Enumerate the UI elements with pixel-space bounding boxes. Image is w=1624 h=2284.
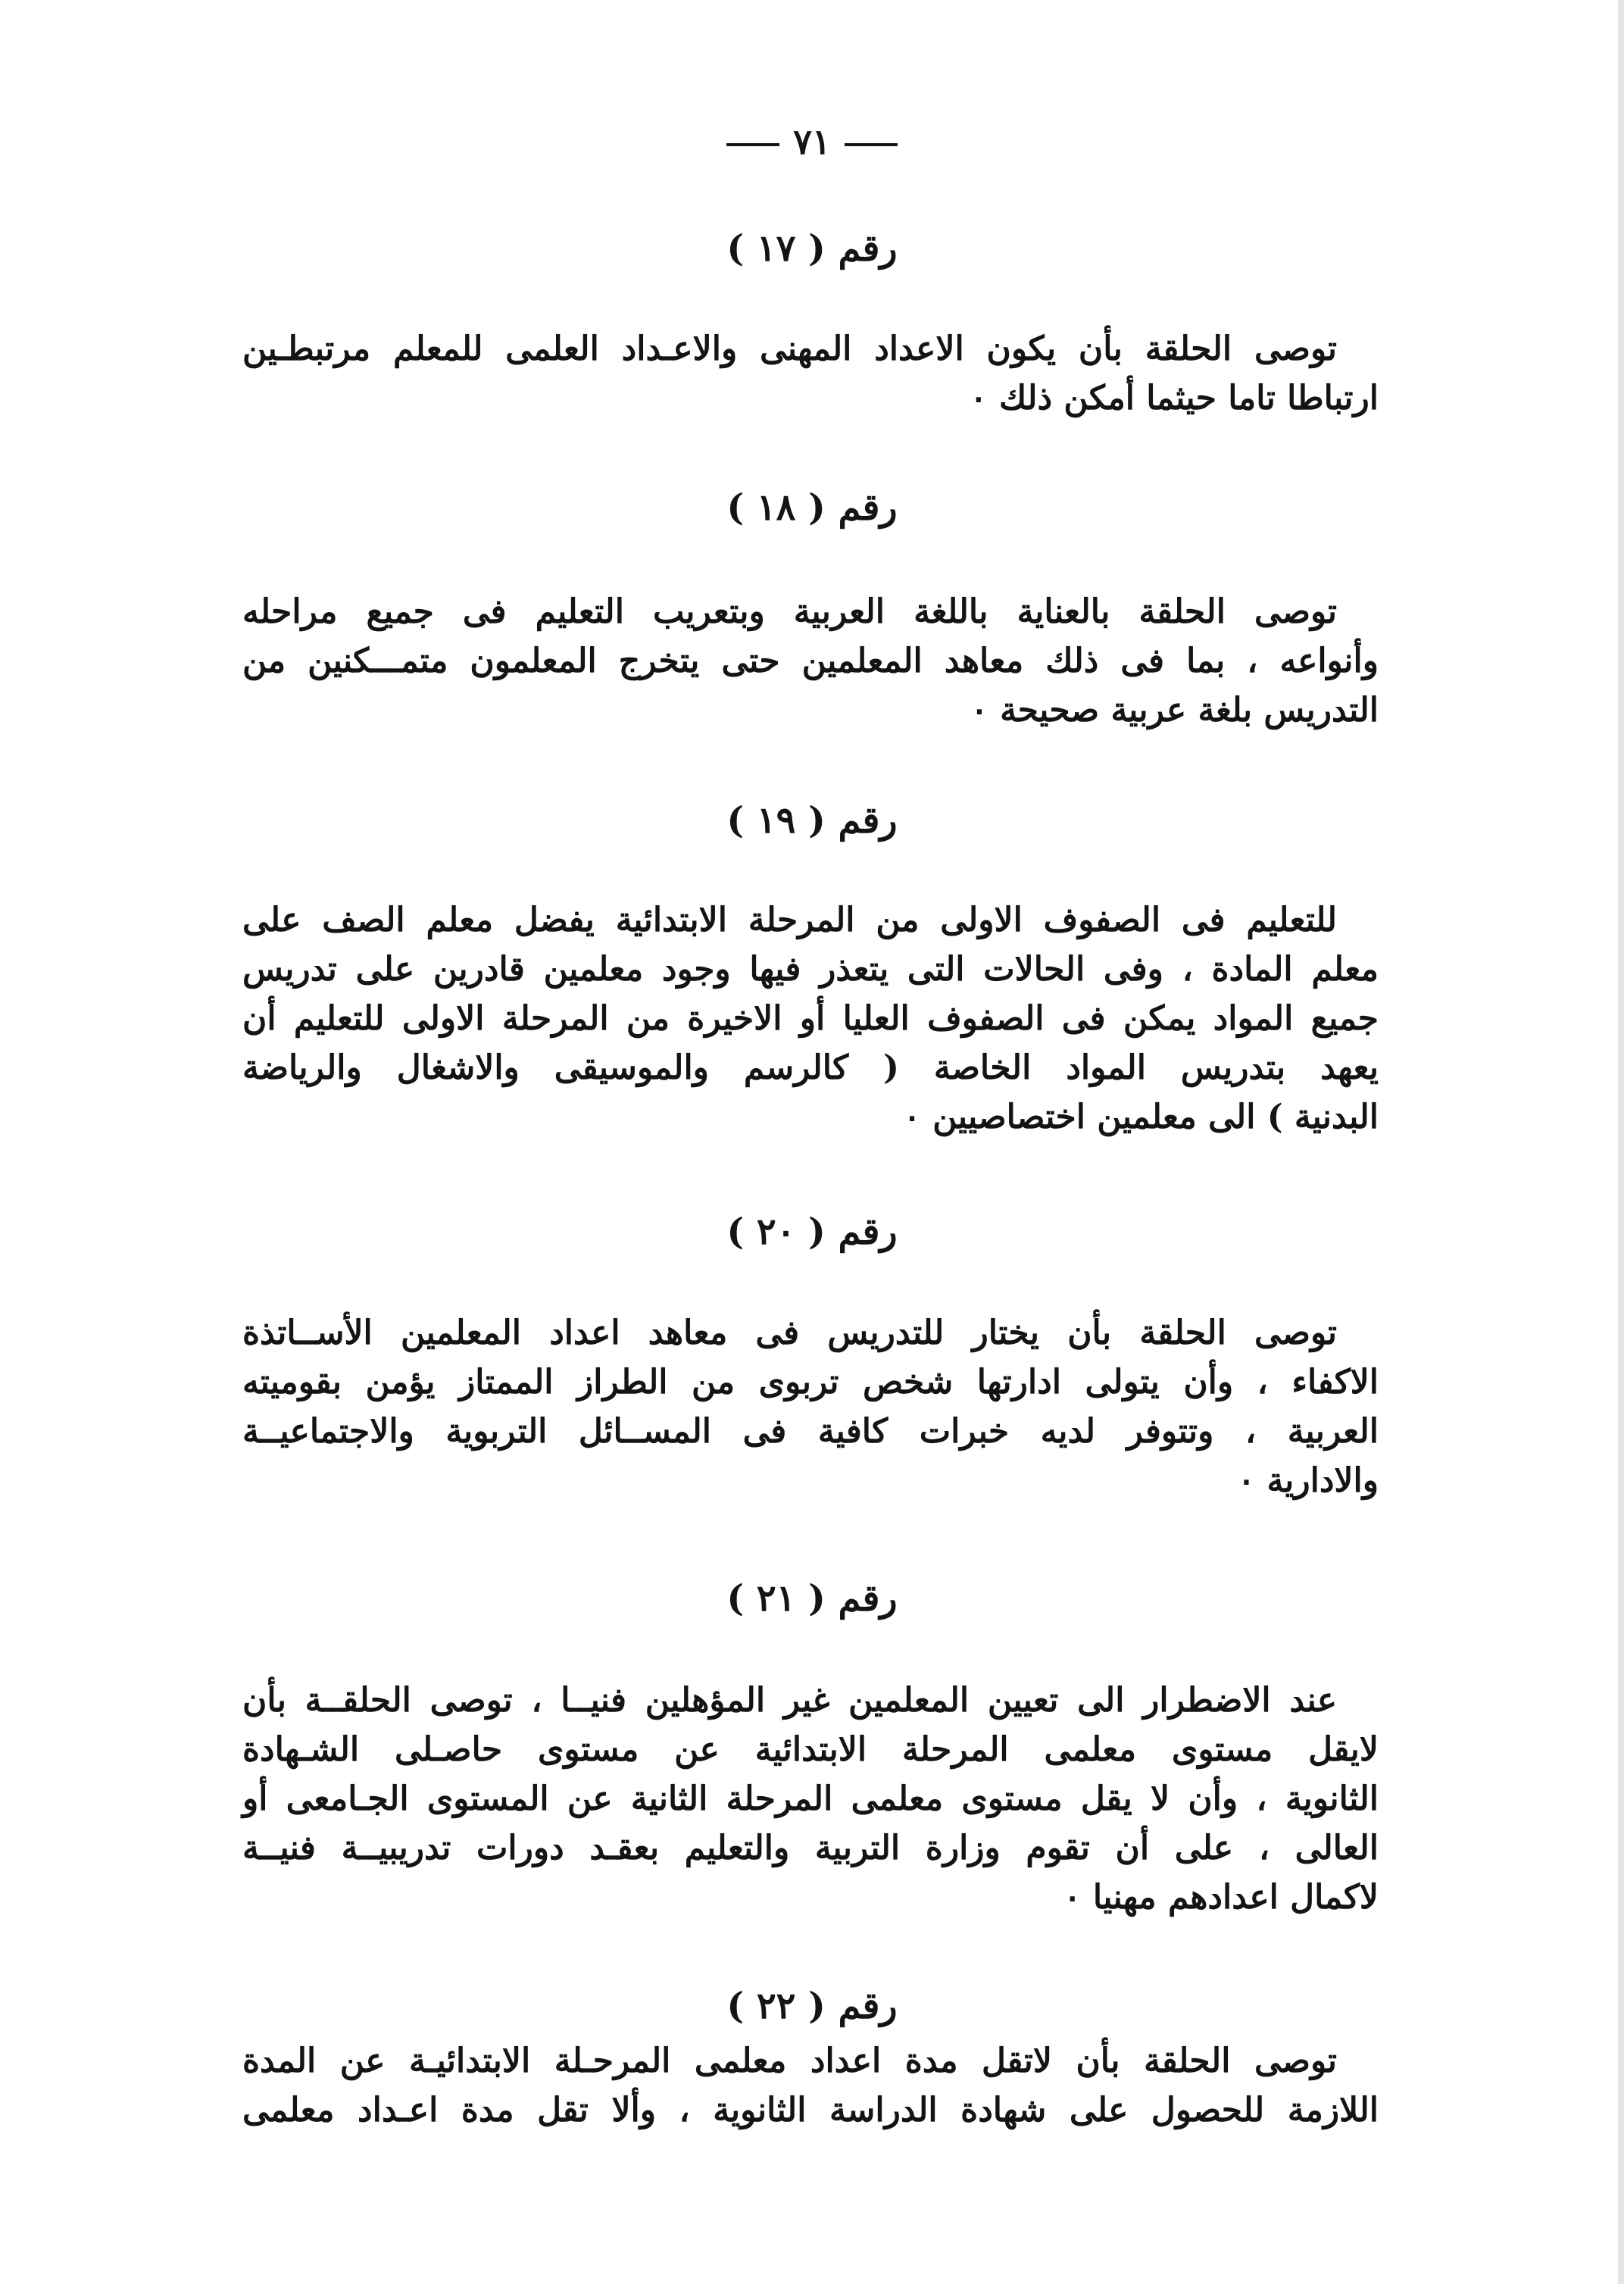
- section-heading-21: رقم ( ٢١ ): [726, 1577, 898, 1620]
- paragraph-line: معلم المادة ، وفى الحالات التى يتعذر فيها وجود معلمين قادرين على تدريس: [242, 950, 1379, 989]
- section-heading-17: رقم ( ١٧ ): [726, 227, 898, 270]
- paragraph-line: والادارية ٠: [1237, 1461, 1379, 1500]
- section-paragraph-18: [242, 587, 1379, 735]
- paragraph-line: جميع المواد يمكن فى الصفوف العليا أو الاخيرة من المرحلة الاولى للتعليم أن: [242, 999, 1379, 1038]
- section-heading-20: رقم ( ٢٠ ): [726, 1211, 898, 1253]
- paragraph-line: توصى الحلقة بالعناية باللغة العربية وبتعريب التعليم فى جميع مراحله: [242, 592, 1337, 631]
- paragraph-line: توصى الحلقة بأن يكون الاعداد المهنى والاعـداد العلمى للمعلم مرتبطـين: [242, 330, 1337, 368]
- section-paragraph-21: [242, 1676, 1379, 1922]
- page-edge-shadow: [1618, 0, 1624, 2284]
- paragraph-line: توصى الحلقة بأن لاتقل مدة اعداد معلمى المرحـلة الابتدائيـة عن المدة: [242, 2042, 1337, 2080]
- section-heading-22: رقم ( ٢٢ ): [726, 1985, 898, 2027]
- page-number-dash-left: [726, 143, 779, 146]
- paragraph-line: للتعليم فى الصفوف الاولى من المرحلة الابتدائية يفضل معلم الصف على: [242, 901, 1337, 939]
- paragraph-line: الثانوية ، وأن لا يقل مستوى معلمى المرحلة الثانية عن المستوى الجـامعى أو: [242, 1779, 1379, 1818]
- paragraph-line: العربية ، وتتوفر لديه خبرات كافية فى المســائل التربوية والاجتماعيــة: [242, 1412, 1379, 1451]
- page-number: [0, 121, 1624, 162]
- paragraph-line: وأنواعه ، بما فى ذلك معاهد المعلمين حتى يتخرج المعلمون متمـــكنين من: [242, 642, 1379, 680]
- paragraph-line: عند الاضطرار الى تعيين المعلمين غير المؤهلين فنيــا ، توصى الحلقــة بأن: [242, 1681, 1337, 1720]
- paragraph-line: توصى الحلقة بأن يختار للتدريس فى معاهد اعداد المعلمين الأســاتذة: [242, 1314, 1337, 1352]
- page-number-dash-right: [845, 143, 898, 146]
- paragraph-line: التدريس بلغة عربية صحيحة ٠: [970, 691, 1379, 730]
- section-paragraph-22: [242, 2036, 1379, 2135]
- section-heading-19: رقم ( ١٩ ): [726, 799, 898, 842]
- section-paragraph-19: [242, 895, 1379, 1142]
- section-paragraph-17: [242, 324, 1379, 423]
- paragraph-line: لاكمال اعدادهم مهنيا ٠: [1063, 1878, 1379, 1917]
- paragraph-line: الاكفاء ، وأن يتولى ادارتها شخص تربوى من الطراز الممتاز يؤمن بقوميته: [242, 1363, 1379, 1401]
- paragraph-line: اللازمة للحصول على شهادة الدراسة الثانوية ، وألا تقل مدة اعـداد معلمى: [242, 2091, 1379, 2129]
- section-heading-18: رقم ( ١٨ ): [726, 486, 898, 529]
- page-number-text: ٧١: [793, 121, 831, 162]
- paragraph-line: العالى ، على أن تقوم وزارة التربية والتعليم بعقـد دورات تدريبيــة فنيــة: [242, 1829, 1379, 1867]
- section-paragraph-20: [242, 1308, 1379, 1505]
- paragraph-line: لايقل مستوى معلمى المرحلة الابتدائية عن مستوى حاصـلى الشـهادة: [242, 1730, 1379, 1769]
- paragraph-line: ارتباطا تاما حيثما أمكن ذلك ٠: [970, 379, 1379, 417]
- paragraph-line: يعهد بتدريس المواد الخاصة ( كالرسم والموسيقى والاشغال والرياضة: [242, 1048, 1379, 1087]
- paragraph-line: البدنية ) الى معلمين اختصاصيين ٠: [903, 1098, 1379, 1136]
